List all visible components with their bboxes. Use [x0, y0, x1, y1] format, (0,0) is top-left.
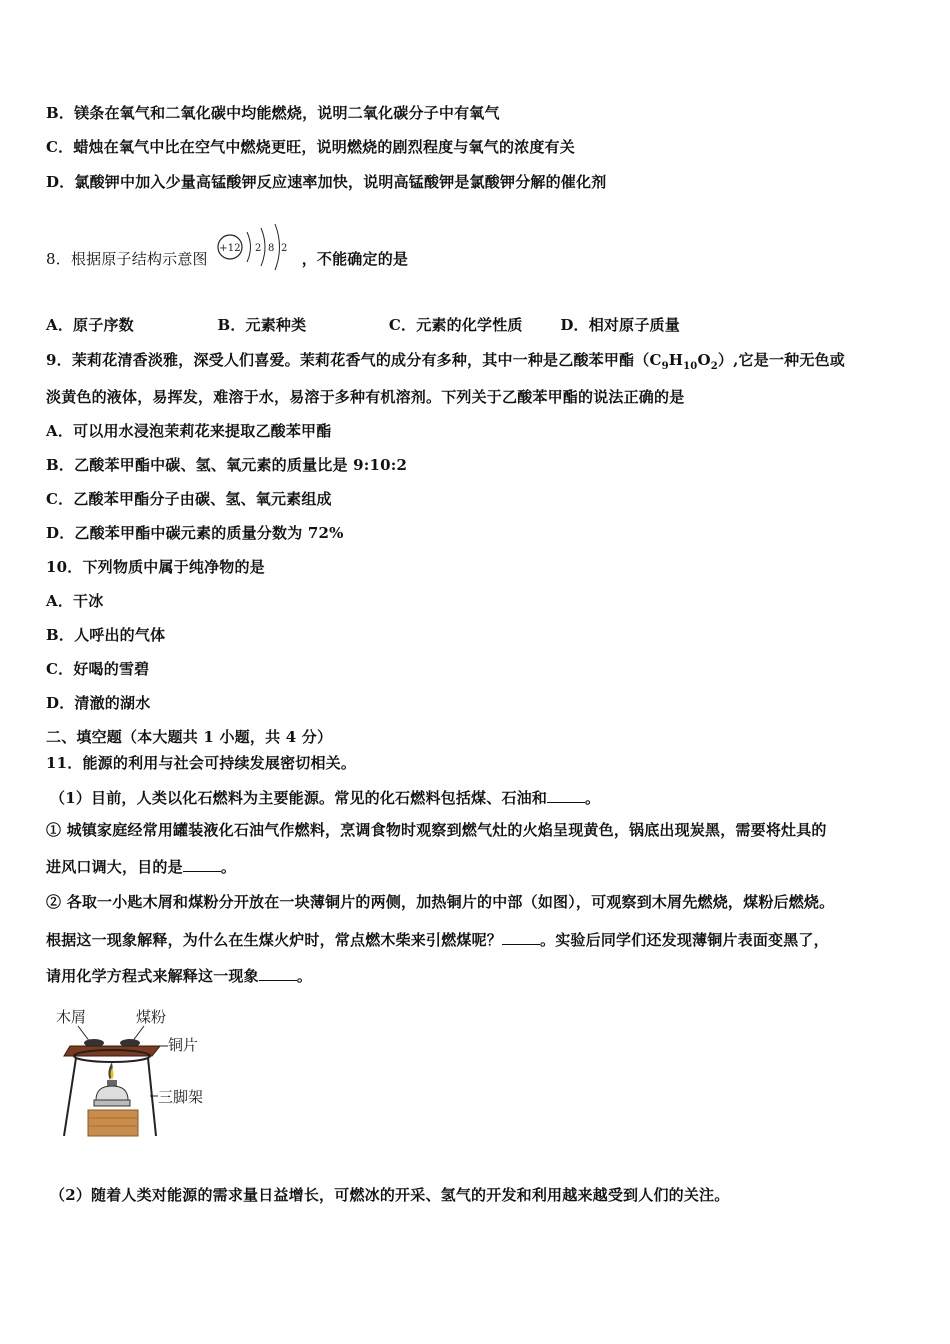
formula-o: O [697, 351, 711, 369]
q11-c1-end: 。 [220, 858, 237, 876]
q11-c2-line3 [46, 965, 312, 986]
q8-stem [46, 242, 408, 278]
q7-option-d: D．氯酸钾中加入少量高锰酸钾反应速率加快，说明高锰酸钾是氯酸钾分解的催化剂 [46, 173, 607, 191]
q11-c1-line2 [46, 856, 236, 877]
q11-c2-line2-text: 根据这一现象解释，为什么在生煤火炉时，常点燃木柴来引燃煤呢？ [46, 931, 503, 949]
q9-stem-line2: 淡黄色的液体，易挥发，难溶于水，易溶于多种有机溶剂。下列关于乙酸苯甲酯的说法正确的是 [46, 388, 685, 406]
q11-c1-line2-text: 进风口调大，目的是 [46, 858, 183, 876]
q10-stem: 10．下列物质中属于纯净物的是 [46, 558, 265, 576]
q7-option-c: C．蜡烛在氧气中比在空气中燃烧更旺，说明燃烧的剧烈程度与氧气的浓度有关 [46, 138, 575, 156]
q8-stem-suffix: ，不能确定的是 [301, 250, 409, 268]
q8-option-b: B．元素种类 [217, 316, 307, 334]
q8-option-d: D．相对原子质量 [560, 316, 680, 334]
q11-c2-line2 [46, 929, 829, 950]
atom-nucleus-charge: +12 [218, 243, 241, 254]
q11-stem: 11．能源的利用与社会可持续发展密切相关。 [46, 754, 357, 772]
experiment-figure [52, 1002, 222, 1142]
q9-option-a: A．可以用水浸泡茉莉花来提取乙酸苯甲酯 [46, 422, 332, 440]
formula-sub-2: 2 [710, 361, 718, 372]
label-coal-powder: 煤粉 [136, 1008, 167, 1026]
q11-part2: （2）随着人类对能源的需求量日益增长，可燃冰的开采、氢气的开发和利用越来越受到人们的关注。 [50, 1186, 730, 1204]
answer-blank[interactable] [259, 966, 297, 981]
tripod-burner-diagram [52, 1002, 172, 1142]
q11-c2-line3-text: 请用化学方程式来解释这一现象 [46, 967, 259, 985]
shell-3-count: 2 [280, 243, 288, 254]
formula-sub-9: 9 [661, 361, 669, 372]
formula-sub-10: 10 [683, 361, 698, 372]
atom-structure-diagram [217, 212, 293, 278]
q8-option-a: A．原子序数 [46, 316, 134, 334]
formula-h: H [668, 351, 684, 369]
q7-option-b: B．镁条在氧气和二氧化碳中均能燃烧，说明二氧化碳分子中有氧气 [46, 104, 500, 122]
q9-option-d: D．乙酸苯甲酯中碳元素的质量分数为 72% [46, 524, 344, 542]
q10-option-a: A．干冰 [46, 592, 104, 610]
q9-stem-text-b: ）,它是一种无色或 [717, 351, 845, 369]
q9-stem-line1 [46, 349, 845, 372]
q11-c1-line1: ① 城镇家庭经常用罐装液化石油气作燃料，烹调食物时观察到燃气灶的火焰呈现黄色，锅底出现炭黑，需要将灶具的 [46, 821, 827, 839]
q8-options [46, 314, 680, 335]
q8-stem-text: 8．根据原子结构示意图 [46, 250, 208, 268]
answer-blank[interactable] [183, 857, 221, 872]
q11-c2-line2-end: 。实验后同学们还发现薄铜片表面变黑了， [540, 931, 829, 949]
label-tripod: 三脚架 [158, 1088, 204, 1106]
q9-option-b: B．乙酸苯甲酯中碳、氢、氧元素的质量比是 9:10:2 [46, 456, 408, 474]
label-copper-sheet: 铜片 [168, 1036, 199, 1054]
q11-part1-end: 。 [585, 789, 601, 807]
answer-blank[interactable] [502, 930, 540, 945]
q10-option-d: D．清澈的湖水 [46, 694, 151, 712]
shell-2-count: 8 [267, 243, 275, 254]
q8-option-c: C．元素的化学性质 [388, 316, 523, 334]
q11-part1 [50, 787, 600, 808]
shell-1-count: 2 [254, 243, 262, 254]
section-title-fill-in: 二、填空题（本大题共 1 小题，共 4 分） [46, 728, 333, 746]
q11-part1-text: （1）目前，人类以化石燃料为主要能源。常见的化石燃料包括煤、石油和 [50, 789, 548, 807]
answer-blank[interactable] [547, 788, 585, 803]
q9-stem-text-a: 9．茉莉花清香淡雅，深受人们喜爱。茉莉花香气的成分有多种，其中一种是乙酸苯甲酯（C [46, 351, 662, 369]
q11-c2-line3-end: 。 [296, 967, 313, 985]
q10-option-c: C．好喝的雪碧 [46, 660, 150, 678]
label-wood-shavings: 木屑 [56, 1008, 87, 1026]
q11-c2-line1: ② 各取一小匙木屑和煤粉分开放在一块薄铜片的两侧，加热铜片的中部（如图），可观察到木屑先燃烧，煤粉后燃烧。 [46, 893, 835, 911]
q10-option-b: B．人呼出的气体 [46, 626, 166, 644]
q9-option-c: C．乙酸苯甲酯分子由碳、氢、氧元素组成 [46, 490, 332, 508]
